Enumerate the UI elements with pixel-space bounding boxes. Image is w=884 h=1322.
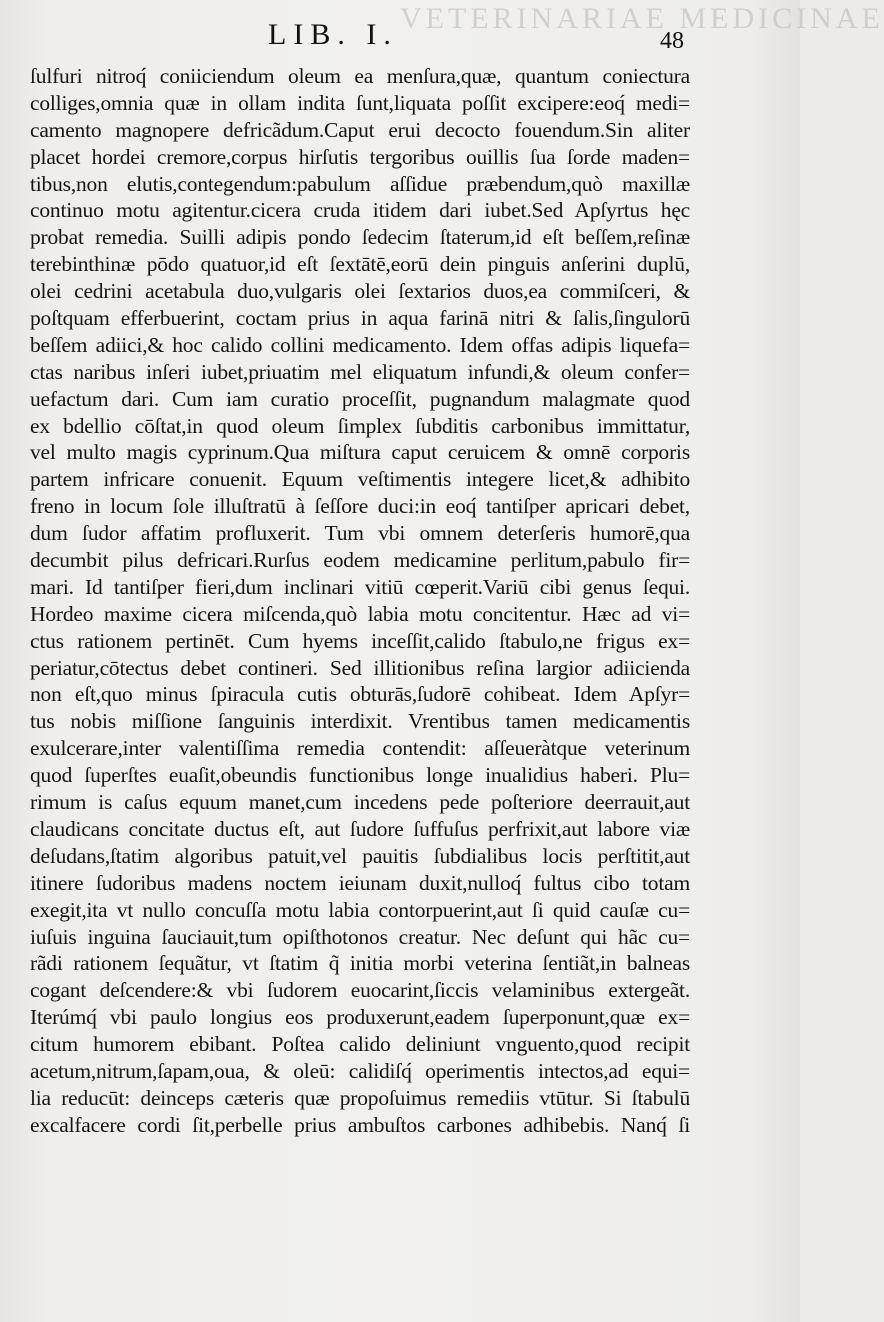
text-line: terebinthinæ pōdo quatuor,id eſt ſextātē,eorū dein pinguis anſerini duplū, xyxy=(30,252,690,277)
text-line: olei cedrini acetabula duo,vulgaris olei ſextarios duos,ea commiſceri, & xyxy=(30,279,690,304)
text-line: non eſt,quo minus ſpiracula cutis obturās,ſudorē cohibeat. Idem Apſyr= xyxy=(30,682,690,707)
text-line: poſtquam efferbuerint, coctam prius in aqua farinā nitri & ſalis,ſingulorū xyxy=(30,306,690,331)
body-text xyxy=(30,63,690,1139)
text-line: ctas naribus inſeri iubet,priuatim mel eliquatum infundi,& oleum confer= xyxy=(30,359,690,384)
text-line: acetum,nitrum,ſapam,oua, & oleū: calidiſq́ operimentis intectos,ad equi= xyxy=(30,1058,690,1083)
text-line: placet hordei cremore,corpus hirſutis tergoribus ouillis ſua ſorde maden= xyxy=(30,144,690,169)
text-line: rimum is caſus equum manet,cum incedens pede poſteriore deerrauit,aut xyxy=(30,790,690,815)
text-line: probat remedia. Suilli adipis pondo ſedecim ſtaterum,id eſt beſſem,reſinæ xyxy=(30,225,690,250)
text-line: Iterúmq́ vbi paulo longius eos produxerunt,eadem ſuperponunt,quæ ex= xyxy=(30,1005,690,1030)
running-head xyxy=(0,18,800,58)
text-line: dum ſudor affatim profluxerit. Tum vbi omnem deterſeris humorē,qua xyxy=(30,521,690,546)
running-head-title: LIB. I. xyxy=(268,18,398,51)
text-line: exulcerare,inter valentiſſima remedia contendit: aſſeueràtque veterinum xyxy=(30,736,690,761)
text-line: decumbit pilus defricari.Rurſus eodem medicamine perlitum,pabulo fir= xyxy=(30,548,690,573)
text-line: camento magnopere defricãdum.Caput erui decocto fouendum.Sin aliter xyxy=(30,117,690,142)
text-line: exegit,ita vt nullo concuſſa motu labia contorpuerint,aut ſi quid cauſæ cu= xyxy=(30,897,690,922)
text-line: tibus,non elutis,contegendum:pabulum aſſidue præbendum,quò maxillæ xyxy=(30,171,690,196)
text-line: periatur,cōtectus debet contineri. Sed illitionibus reſina largior adiicienda xyxy=(30,655,690,680)
text-line: ctus rationem pertinēt. Cum hyems inceſſit,calido ſtabulo,ne frigus ex= xyxy=(30,628,690,653)
bleed-through-text: VETERINARIAE MEDICINAE xyxy=(400,2,884,35)
page-number: 48 xyxy=(660,28,684,54)
text-line: excalfacere cordi ſit,perbelle prius ambuſtos carbones adhibebis. Nanq́ ſi xyxy=(30,1112,690,1137)
text-line: partem infricare conuenit. Equum veſtimentis integere licet,& adhibito xyxy=(30,467,690,492)
text-line: ex bdellio cōſtat,in quod oleum ſimplex ſubditis carbonibus immittatur, xyxy=(30,413,690,438)
text-line: citum humorem ebibant. Poſtea calido deliniunt vnguento,quod recipit xyxy=(30,1032,690,1057)
text-line: mari. Id tantiſper fieri,dum inclinari vitiū cœperit.Variū cibi genus ſequi. xyxy=(30,574,690,599)
text-line: iuſuis inguina ſauciauit,tum opiſthotonos creatur. Nec deſunt qui hãc cu= xyxy=(30,924,690,949)
text-line: freno in locum ſole illuſtratū à ſeſſore duci:in eoq́ tantiſper apricari debet, xyxy=(30,494,690,519)
text-line: deſudans,ſtatim algoribus patuit,vel pauitis ſubdialibus locis perſtitit,aut xyxy=(30,843,690,868)
text-line: ſulfuri nitroq́ coniiciendum oleum ea menſura,quæ, quantum coniectura xyxy=(30,64,690,88)
text-line: beſſem adiici,& hoc calido collini medicamento. Idem offas adipis liquefa= xyxy=(30,332,690,357)
text-line: lia reducūt: deinceps cæteris quæ propoſuimus remediis vtūtur. Si ſtabulū xyxy=(30,1085,690,1110)
text-line: continuo motu agitentur.cicera cruda itidem dari iubet.Sed Apſyrtus hęc xyxy=(30,198,690,223)
text-line: Hordeo maxime cicera miſcenda,quò labia motu concitentur. Hæc ad vi= xyxy=(30,601,690,626)
text-line: colliges,omnia quæ in ollam indita ſunt,liquata poſſit excipere:eoq́ medi= xyxy=(30,90,690,115)
text-line: cogant deſcendere:& vbi ſudorem euocarint,ſiccis velaminibus extergeãt. xyxy=(30,978,690,1003)
text-line: claudicans concitate ductus eſt, aut ſudore ſuffuſus perfrixit,aut labore viæ xyxy=(30,816,690,841)
text-line: tus nobis miſſione ſanguinis interdixit. Vrentibus tamen medicamentis xyxy=(30,709,690,734)
text-line: itinere ſudoribus madens noctem ieiunam duxit,nulloq́ fultus cibo totam xyxy=(30,870,690,895)
text-line: vel multo magis cyprinum.Qua miſtura caput ceruicem & omnē corporis xyxy=(30,440,690,465)
text-line: rãdi rationem ſequãtur, vt ſtatim q̃ initia morbi veterina ſentiãt,in balneas xyxy=(30,951,690,976)
text-line: uefactum dari. Cum iam curatio proceſſit, pugnandum malagmate quod xyxy=(30,386,690,411)
text-line: quod ſuperſtes euaſit,obeundis functionibus longe inualidius haberi. Plu= xyxy=(30,763,690,788)
